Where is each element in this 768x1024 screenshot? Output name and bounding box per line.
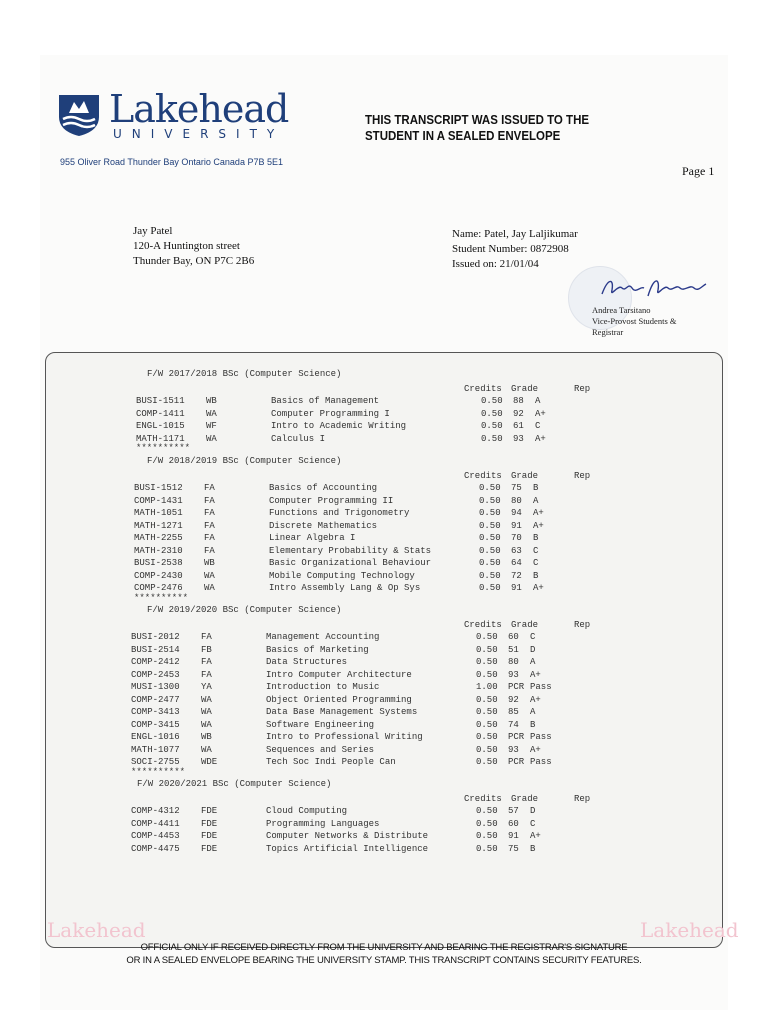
course-mark: 91: [511, 583, 522, 593]
course-session: WA: [201, 694, 212, 705]
course-session: FA: [204, 508, 215, 518]
course-session: FA: [204, 533, 215, 543]
course-credits: 0.50: [476, 707, 498, 717]
course-title: Calculus I: [271, 433, 326, 444]
course-grade: A: [535, 396, 541, 406]
course-credits: 0.50: [481, 408, 503, 419]
term-separator: **********: [131, 766, 186, 777]
course-grade: C: [530, 818, 536, 829]
course-credits: 0.50: [479, 520, 501, 531]
course-mark: 94: [511, 508, 522, 518]
course-credits: 1.00: [476, 682, 498, 692]
course-mark: PCR: [508, 757, 525, 767]
course-title: Functions and Trigonometry: [269, 508, 410, 518]
course-code: COMP-2412: [131, 657, 180, 667]
course-credits: 0.50: [481, 396, 503, 406]
course-mark: 80: [511, 495, 522, 506]
course-grade: B: [530, 843, 536, 854]
course-credits: 0.50: [476, 831, 498, 841]
course-credits: 0.50: [476, 843, 498, 854]
sealed-note-line2: STUDENT IN A SEALED ENVELOPE: [365, 129, 561, 143]
course-mark: 85: [508, 707, 519, 717]
course-code: COMP-2476: [134, 583, 183, 593]
course-grade: Pass: [530, 682, 552, 692]
course-mark: 64: [511, 558, 522, 568]
course-mark: 70: [511, 533, 522, 543]
course-credits: 0.50: [479, 483, 501, 493]
course-title: Programming Languages: [266, 818, 380, 829]
registrar-name: Andrea Tarsitano: [592, 305, 651, 315]
course-credits: 0.50: [476, 732, 498, 742]
course-title: Topics Artificial Intelligence: [266, 843, 429, 854]
course-grade: A: [530, 707, 536, 717]
logo-sub: UNIVERSITY: [113, 127, 285, 141]
course-title: Basics of Management: [271, 396, 380, 406]
course-code: COMP-4411: [131, 818, 180, 829]
course-session: YA: [201, 682, 212, 692]
course-grade: Pass: [530, 757, 552, 767]
course-mark: 93: [513, 433, 524, 444]
course-credits: 0.50: [481, 433, 503, 444]
course-title: Elementary Probability & Stats: [269, 545, 432, 556]
course-code: COMP-3415: [131, 719, 180, 730]
course-session: FDE: [201, 843, 218, 854]
course-title: Computer Programming I: [271, 408, 390, 419]
course-mark: 74: [508, 719, 519, 730]
course-grade: A+: [533, 583, 544, 593]
course-code: MATH-2310: [134, 545, 183, 556]
watermark-left: Lakehead: [47, 918, 146, 942]
course-grade: B: [533, 483, 539, 493]
course-credits: 0.50: [481, 421, 503, 431]
course-credits: 0.50: [479, 583, 501, 593]
course-credits: 0.50: [479, 545, 501, 556]
course-grade: A: [533, 495, 539, 506]
course-session: FA: [201, 657, 212, 667]
course-code: COMP-4312: [131, 806, 180, 816]
course-credits: 0.50: [479, 533, 501, 543]
course-grade: A+: [530, 669, 541, 680]
course-session: FDE: [201, 831, 218, 841]
course-mark: 60: [508, 818, 519, 829]
course-code: COMP-2477: [131, 694, 180, 705]
course-grade: A+: [533, 520, 544, 531]
course-code: COMP-4453: [131, 831, 180, 841]
credits-header: Credits: [464, 471, 502, 481]
logo-name: Lakehead: [109, 87, 289, 131]
term-separator: **********: [134, 592, 189, 603]
course-session: WA: [201, 744, 212, 755]
course-credits: 0.50: [476, 719, 498, 730]
course-title: Basics of Marketing: [266, 644, 369, 655]
course-session: FDE: [201, 806, 218, 816]
course-session: WA: [204, 583, 215, 593]
course-mark: 51: [508, 644, 519, 655]
university-address: 955 Oliver Road Thunder Bay Ontario Canada P7B 5E1: [60, 157, 283, 167]
course-code: COMP-1431: [134, 495, 183, 506]
course-code: BUSI-2538: [134, 558, 183, 568]
course-session: FA: [204, 483, 215, 493]
course-mark: 57: [508, 806, 519, 816]
course-mark: 92: [508, 694, 519, 705]
course-session: FA: [201, 632, 212, 642]
course-mark: 92: [513, 408, 524, 419]
course-code: MUSI-1300: [131, 682, 180, 692]
course-credits: 0.50: [476, 757, 498, 767]
course-mark: PCR: [508, 682, 525, 692]
course-credits: 0.50: [476, 644, 498, 655]
rep-header: Rep: [574, 620, 591, 630]
course-code: ENGL-1016: [131, 732, 180, 742]
course-mark: 93: [508, 744, 519, 755]
registrar-block: [592, 305, 677, 338]
course-title: Object Oriented Programming: [266, 694, 412, 705]
course-credits: 0.50: [476, 669, 498, 680]
course-title: Data Base Management Systems: [266, 707, 418, 717]
sealed-note-line1: THIS TRANSCRIPT WAS ISSUED TO THE: [365, 113, 590, 127]
course-title: Sequences and Series: [266, 744, 375, 755]
course-session: WF: [206, 421, 217, 431]
course-title: Computer Networks & Distribute: [266, 831, 429, 841]
course-code: COMP-3413: [131, 707, 180, 717]
course-credits: 0.50: [476, 818, 498, 829]
rep-header: Rep: [574, 794, 591, 804]
course-session: FA: [201, 669, 212, 680]
term-title: F/W 2020/2021 BSc (Computer Science): [137, 779, 332, 789]
student-info: [452, 227, 578, 272]
course-mark: 75: [511, 483, 522, 493]
course-code: COMP-2430: [134, 570, 183, 581]
course-code: COMP-4475: [131, 843, 180, 854]
course-session: WA: [206, 433, 217, 444]
credits-header: Credits: [464, 384, 502, 394]
term-title: F/W 2019/2020 BSc (Computer Science): [147, 605, 342, 615]
course-title: Basics of Accounting: [269, 483, 378, 493]
course-grade: A+: [530, 744, 541, 755]
course-grade: A+: [530, 694, 541, 705]
course-title: Tech Soc Indi People Can: [266, 757, 396, 767]
sealed-envelope-note: [365, 112, 589, 144]
course-session: WDE: [201, 757, 218, 767]
course-code: BUSI-1512: [134, 483, 183, 493]
student-number: Student Number: 0872908: [452, 243, 569, 255]
university-logo: [57, 89, 287, 144]
course-credits: 0.50: [479, 570, 501, 581]
registrar-signature: [598, 272, 710, 304]
course-session: FB: [201, 644, 212, 655]
course-grade: C: [533, 545, 539, 556]
course-title: Mobile Computing Technology: [269, 570, 415, 581]
course-grade: A+: [530, 831, 541, 841]
credits-header: Credits: [464, 794, 502, 804]
course-code: MATH-1171: [136, 433, 185, 444]
course-credits: 0.50: [476, 744, 498, 755]
course-credits: 0.50: [476, 694, 498, 705]
course-grade: A+: [535, 408, 546, 419]
recipient-city: Thunder Bay, ON P7C 2B6: [133, 255, 255, 267]
course-code: MATH-2255: [134, 533, 183, 543]
course-mark: 75: [508, 843, 519, 854]
page-number: Page 1: [682, 164, 715, 178]
course-mark: 93: [508, 669, 519, 680]
course-title: Intro to Professional Writing: [266, 732, 423, 742]
footer-line-1: OFFICIAL ONLY IF RECEIVED DIRECTLY FROM THE UNIVERSITY AND BEARING THE REGISTRAR'S SIGNATURE: [140, 942, 628, 953]
term-separator: **********: [136, 443, 191, 453]
course-title: Introduction to Music: [266, 682, 380, 692]
course-session: WA: [206, 408, 217, 419]
course-code: MATH-1077: [131, 744, 180, 755]
term-title: F/W 2017/2018 BSc (Computer Science): [147, 369, 342, 379]
course-credits: 0.50: [479, 495, 501, 506]
course-title: Intro to Academic Writing: [271, 421, 407, 431]
credits-header: Credits: [464, 620, 502, 630]
course-grade: B: [533, 533, 539, 543]
course-title: Linear Algebra I: [269, 533, 356, 543]
shield-icon: [57, 93, 101, 137]
issued-date: Issued on: 21/01/04: [452, 258, 539, 270]
course-title: Intro Computer Architecture: [266, 669, 412, 680]
course-session: FA: [204, 495, 215, 506]
course-code: SOCI-2755: [131, 757, 180, 767]
course-mark: 61: [513, 421, 524, 431]
student-name: Name: Patel, Jay Laljikumar: [452, 228, 578, 240]
course-session: FA: [204, 545, 215, 556]
registrar-title-1: Vice-Provost Students &: [592, 316, 677, 326]
course-grade: A+: [533, 508, 544, 518]
course-code: MATH-1051: [134, 508, 183, 518]
course-mark: 88: [513, 396, 524, 406]
course-title: Software Engineering: [266, 719, 375, 730]
course-code: MATH-1271: [134, 520, 183, 531]
course-credits: 0.50: [479, 558, 501, 568]
course-credits: 0.50: [476, 806, 498, 816]
grade-header: Grade: [511, 794, 539, 804]
course-mark: 80: [508, 657, 519, 667]
course-title: Data Structures: [266, 657, 348, 667]
course-session: WB: [204, 558, 215, 568]
watermark-right: Lakehead: [640, 918, 739, 942]
course-credits: 0.50: [476, 632, 498, 642]
course-grade: D: [530, 644, 536, 655]
recipient-address: [133, 224, 254, 269]
course-grade: D: [530, 806, 536, 816]
course-mark: 91: [508, 831, 519, 841]
course-title: Basic Organizational Behaviour: [269, 558, 432, 568]
course-code: COMP-1411: [136, 408, 185, 419]
course-grade: C: [530, 632, 536, 642]
course-title: Cloud Computing: [266, 806, 348, 816]
course-mark: PCR: [508, 732, 525, 742]
recipient-name: Jay Patel: [133, 225, 173, 237]
course-grade: B: [533, 570, 539, 581]
course-grade: A: [530, 657, 536, 667]
course-session: FA: [204, 520, 215, 531]
course-code: BUSI-1511: [136, 396, 185, 406]
course-grade: B: [530, 719, 536, 730]
course-title: Intro Assembly Lang & Op Sys: [269, 583, 421, 593]
course-code: ENGL-1015: [136, 421, 185, 431]
course-credits: 0.50: [479, 508, 501, 518]
recipient-street: 120-A Huntington street: [133, 240, 240, 252]
term-title: F/W 2018/2019 BSc (Computer Science): [147, 456, 342, 466]
course-title: Discrete Mathematics: [269, 520, 378, 531]
course-code: BUSI-2514: [131, 644, 180, 655]
course-mark: 91: [511, 520, 522, 531]
course-mark: 60: [508, 632, 519, 642]
grade-header: Grade: [511, 384, 539, 394]
footer-line-2: OR IN A SEALED ENVELOPE BEARING THE UNIVERSITY STAMP. THIS TRANSCRIPT CONTAINS SECURITY FEATURES.: [126, 955, 642, 966]
rep-header: Rep: [574, 471, 591, 481]
course-grade: A+: [535, 433, 546, 444]
course-credits: 0.50: [476, 657, 498, 667]
course-code: COMP-2453: [131, 669, 180, 680]
grade-header: Grade: [511, 620, 539, 630]
course-title: Management Accounting: [266, 632, 380, 642]
course-grade: C: [533, 558, 539, 568]
course-code: BUSI-2012: [131, 632, 180, 642]
course-session: WA: [201, 707, 212, 717]
grade-header: Grade: [511, 471, 539, 481]
rep-header: Rep: [574, 384, 591, 394]
course-session: WB: [206, 396, 217, 406]
course-session: FDE: [201, 818, 218, 829]
course-session: WA: [204, 570, 215, 581]
course-mark: 72: [511, 570, 522, 581]
course-session: WB: [201, 732, 212, 742]
course-mark: 63: [511, 545, 522, 556]
registrar-title-2: Registrar: [592, 327, 624, 337]
course-title: Computer Programming II: [269, 495, 394, 506]
course-grade: Pass: [530, 732, 552, 742]
course-session: WA: [201, 719, 212, 730]
course-grade: C: [535, 421, 541, 431]
